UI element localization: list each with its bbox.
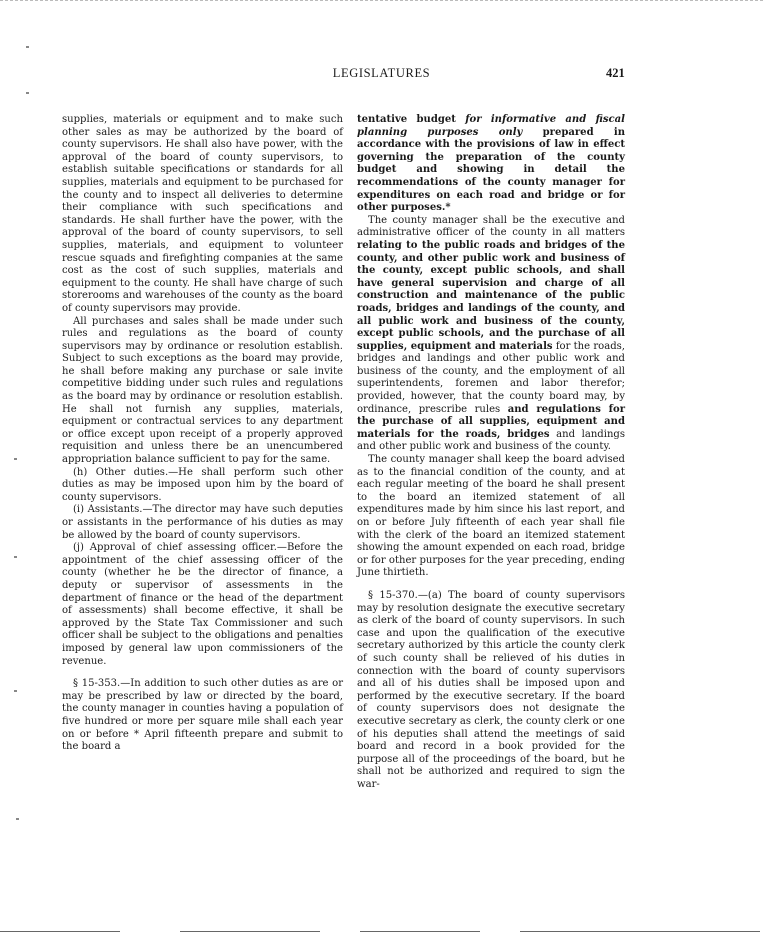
bold-text: prepared in accordance with the provisions of law in effect governing the preparation of the county budget and showing in detail the recommendations of the county manager for expenditures on each road and bridge or for other purposes.* [357, 126, 625, 214]
paragraph: All purchases and sales shall be made under such rules and regulations as the board of county supervisors may by ordinance or resolution establish. Subject to such exceptions as the board may provide, he shall before making any purchase or sale invite competitive bidding under such rules and regulations as the board may by ordinance or resolution establish. He shall not furnish any supplies, materials, equipment or contractual services to any department or office except upon receipt of a properly approved requisition and unless there be an unencumbered appropriation balance sufficient to pay for the same. [62, 315, 343, 466]
scan-speck [14, 458, 17, 460]
paragraph [357, 114, 625, 215]
scan-speck [26, 46, 29, 48]
scan-speck [14, 556, 17, 558]
page-header [0, 66, 763, 84]
plain-text: and landings and other public work and business of the county. [357, 428, 626, 453]
bold-text: and regulations for the purchase of all supplies, equipment and materials for the roads, bridges [357, 403, 625, 440]
paragraph [357, 215, 625, 454]
running-title: LEGISLATURES [332, 66, 431, 80]
scan-bottom-edge [360, 931, 480, 932]
paragraph: (i) Assistants.—The director may have such deputies or assistants in the performance of his duties as may be allowed by the board of county supervisors. [62, 504, 343, 541]
paragraph: supplies, materials or equipment and to make such other sales as may be authorized by the board of county supervisors. He shall also have power, with the approval of the board of county supervisors, to establish suitable specifications or standards for all supplies, materials and equipment to be purchased for the county and to inspect all deliveries to determine their compliance with such specifications and standards. He shall further have the power, with the approval of the board of county supervisors, to sell supplies, materials, and equipment to volunteer rescue squads and firefighting companies at the same cost as the cost of such supplies, materials and equipment to the county. He shall have charge of such storerooms and warehouses of the county as the board of county supervisors may provide. [62, 114, 343, 314]
bold-text: tentative budget [357, 114, 466, 125]
bold-text: relating to the public roads and bridges of the county, and other public work and business of the county, except public schools, and shall have general supervision and charge of all construction and maintenance of the public roads, bridges and landings of the county, and all public work and business of the county, except public schools, and the purchase of all supplies, equipment and materials [357, 239, 625, 352]
section-15-370: § 15-370.—(a) The board of county supervisors may by resolution designate the executive secretary as clerk of the board of county supervisors. In such case and upon the qualification of the executive secretary authorized by this article the county clerk of such county shall be relieved of his duties in connection with the board of county supervisors and all of his duties shall be imposed upon and performed by the executive secretary. If the board of county supervisors does not designate the executive secretary as clerk, the county clerk or one of his deputies shall attend the meetings of said board and record in a book provided for the purpose all of the proceedings of the board, but he shall not be authorized and required to sign the war- [357, 589, 625, 790]
scan-bottom-edge [0, 931, 120, 932]
scan-top-edge [0, 0, 763, 2]
scan-speck [26, 92, 29, 94]
plain-text: for the roads, bridges and landings and other public work and business of the county, and the employment of all superintendents, foremen and labor therefor; provided, however, that the county board may, by ordinance, prescribe rules [357, 340, 625, 415]
scan-bottom-edge [180, 931, 320, 932]
scan-speck [16, 818, 19, 820]
paragraph: (h) Other duties.—He shall perform such other duties as may be imposed upon him by the board of county supervisors. [62, 466, 343, 503]
right-column [357, 114, 625, 791]
italic-text: for informative and fiscal planning purposes only [357, 114, 625, 138]
scan-speck [14, 690, 17, 692]
paragraph: (j) Approval of chief assessing officer.—Before the appointment of the chief assessing officer of the county (whether he be the director of finance, a deputy or supervisor of assessments in the department of finance or the head of the department of assessments) shall become effective, it shall be approved by the State Tax Commissioner and such officer shall be subject to the obligations and penalties imposed by general law upon commissioners of the revenue. [62, 542, 343, 667]
page-number: 421 [606, 66, 625, 80]
left-column [62, 114, 343, 754]
scan-bottom-edge [520, 931, 760, 932]
paragraph: The county manager shall keep the board advised as to the financial condition of the county, and at each regular meeting of the board he shall present to the board an itemized statement of all expenditures made by him since his last report, and on or before July fifteenth of each year shall file with the clerk of the board an itemized statement showing the amount expended on each road, bridge or for other purposes for the year preceding, ending June thirtieth. [357, 454, 625, 579]
section-15-353: § 15-353.—In addition to such other duties as are or may be prescribed by law or directed by the board, the county manager in counties having a population of five hundred or more per square mile shall each year on or before * April fifteenth prepare and submit to the board a [62, 678, 343, 753]
plain-text: The county manager shall be the executive and administrative officer of the county in all matters [357, 214, 625, 239]
